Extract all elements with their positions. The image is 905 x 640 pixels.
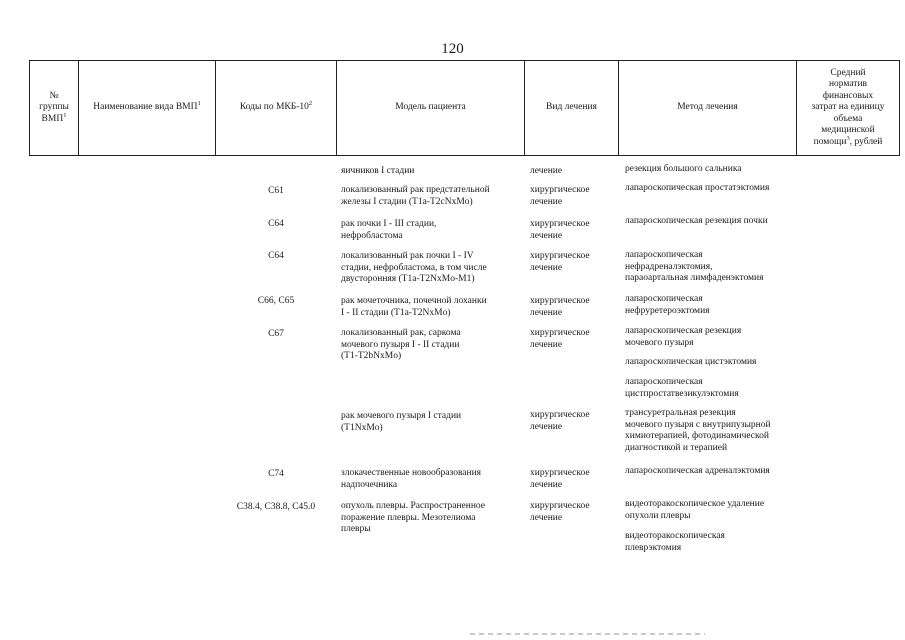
row-0-model: яичников I стадии: [341, 166, 415, 176]
row-11-method: видеоторакоскопическая плеврэктомия: [625, 531, 725, 553]
row-5-model: локализованный рак, саркома мочевого пузыря I - II стадии (T1-T2bNxMo): [341, 328, 461, 361]
row-1-code: C61: [268, 186, 284, 196]
row-5-type: хирургическое лечение: [530, 328, 590, 350]
row-10-code: C38.4, C38.8, C45.0: [236, 502, 316, 512]
row-1-method: лапароскопическая простатэктомия: [625, 183, 770, 193]
row-8-method: трансуретральная резекция мочевого пузыря с внутрипузырной химиотерапией, фотодинамической диагностикой и терапией: [625, 408, 771, 453]
row-2-method: лапароскопическая резекция почки: [625, 216, 768, 226]
header-treatment-type: Вид лечения: [546, 102, 597, 113]
table-header-bottom-border: [29, 155, 900, 156]
row-10-type: хирургическое лечение: [530, 501, 590, 523]
header-cost-norm: Средний норматив финансовых затрат на единицу объема медицинской помощи$^3$, рублей: [811, 67, 885, 147]
row-3-type: хирургическое лечение: [530, 251, 590, 273]
row-8-model: рак мочевого пузыря I стадии (T1NxMo): [341, 411, 462, 433]
row-0-type: лечение: [530, 166, 563, 176]
row-4-model: рак мочеточника, почечной лоханки I - II стадии (T1a-T2NxMo): [341, 296, 487, 318]
row-4-method: лапароскопическая нефруретероэктомия: [625, 294, 710, 316]
header-group-number: № группы ВМП$^1$: [39, 90, 69, 124]
row-10-model: опухоль плевры. Распространенное поражение плевры. Мезотелиома плевры: [341, 501, 485, 534]
row-10-method: видеоторакоскопическое удаление опухоли плевры: [625, 499, 765, 521]
row-1-model: локализованный рак предстательной железы I стадии (T1a-T2cNxMo): [341, 185, 490, 207]
row-0-method: резекция большого сальника: [625, 164, 742, 174]
row-3-method: лапароскопическая нефрадреналэктомия, параоартальная лимфаденэктомия: [625, 250, 764, 283]
row-9-method: лапароскопическая адреналэктомия: [625, 466, 770, 476]
row-5-code: C67: [268, 329, 284, 339]
row-2-type: хирургическое лечение: [530, 219, 590, 241]
row-7-method: лапароскопическая цистпростатвезикулэктомия: [625, 377, 739, 399]
row-9-model: злокачественные новообразования надпочечника: [341, 468, 482, 490]
row-4-code: C66, C65: [257, 296, 295, 306]
header-icd-codes: Коды по МКБ-$10^2$: [239, 100, 313, 113]
row-5-method: лапароскопическая резекция мочевого пузыря: [625, 326, 742, 348]
header-group-number-text: № группы ВМП: [39, 90, 69, 124]
row-8-type: хирургическое лечение: [530, 410, 590, 432]
row-9-code: C74: [268, 469, 284, 479]
bottom-scan-artifact: [470, 633, 705, 635]
row-3-model: локализованный рак почки I - IV стадии, нефробластома, в том числе двусторонняя (T1a-T2NxMo-M1): [341, 251, 487, 284]
header-patient-model: Модель пациента: [395, 102, 466, 113]
row-4-type: хирургическое лечение: [530, 296, 590, 318]
header-vmp-name: Наименование вида ВМП$^1$: [93, 100, 201, 113]
row-1-type: хирургическое лечение: [530, 185, 590, 207]
row-3-code: C64: [268, 251, 284, 261]
page-number: 120: [441, 41, 464, 57]
row-9-type: хирургическое лечение: [530, 468, 590, 490]
row-2-code: C64: [268, 219, 284, 229]
col-divider-8: [899, 60, 900, 156]
row-6-method: лапароскопическая цистэктомия: [625, 357, 757, 367]
row-2-model: рак почки I - III стадии, нефробластома: [341, 219, 437, 241]
header-treatment-method: Метод лечения: [677, 102, 738, 113]
